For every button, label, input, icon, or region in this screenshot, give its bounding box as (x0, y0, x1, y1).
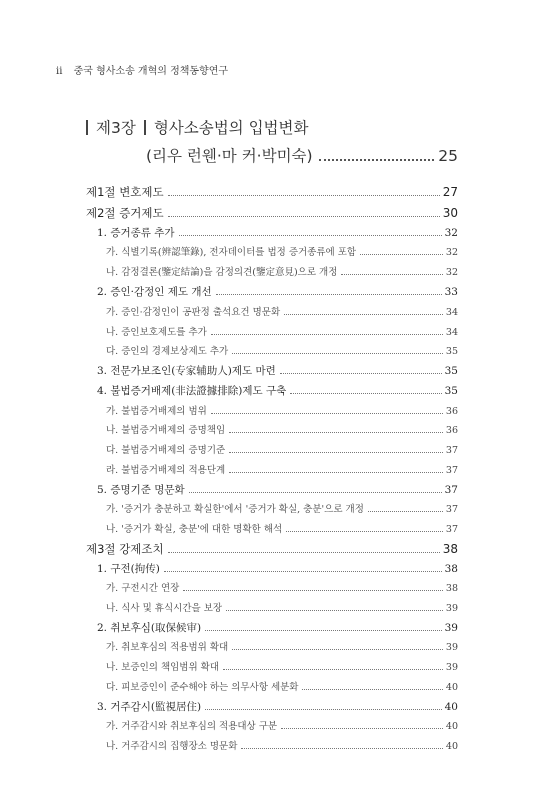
toc-entry-page: 33 (444, 286, 458, 298)
dot-leader (211, 413, 443, 414)
toc-entry-page: 32 (445, 267, 458, 278)
dot-leader (179, 235, 442, 236)
toc-entry-page: 39 (445, 662, 458, 673)
toc-entry-label: 가. 취보후심의 적용범위 확대 (106, 642, 229, 653)
toc-entry-label: 가. 식별기록(辨認筆錄), 전자데이터를 법정 증거종류에 포함 (106, 247, 357, 258)
toc-entry[interactable] (97, 225, 458, 240)
toc-entry-label: 1. 구전(拘传) (97, 563, 160, 575)
dot-leader (232, 649, 443, 650)
dot-leader (302, 689, 442, 690)
dot-leader (229, 432, 443, 433)
toc-entry-label: 가. 불법증거배제의 범위 (106, 406, 207, 417)
dot-leader (226, 610, 443, 611)
toc-entry-label: 다. 증인의 경제보상제도 추가 (106, 346, 229, 357)
toc-entry-page: 30 (442, 206, 458, 220)
toc-entry[interactable] (106, 659, 458, 673)
toc-entry-label: 가. 증인·감정인이 공판정 출석요건 명문화 (106, 307, 281, 318)
toc-entry-label: 나. 불법증거배제의 증명책임 (106, 425, 226, 436)
toc-entry[interactable] (97, 284, 458, 299)
toc-entry-page: 37 (445, 524, 458, 535)
toc-entry-page: 34 (445, 327, 458, 338)
toc-entry-label: 3. 거주감시(監視居住) (97, 701, 202, 713)
toc-entry[interactable] (97, 363, 458, 378)
toc-entry-page: 39 (445, 603, 458, 614)
toc-entry-label: 제1절 변호제도 (86, 185, 164, 199)
toc-entry[interactable] (97, 482, 458, 497)
chapter-authors-row[interactable] (146, 144, 458, 166)
toc-entry[interactable] (106, 738, 458, 752)
toc-entry-label: 제2절 증거제도 (86, 206, 164, 220)
toc-entry-label: 2. 취보후심(取保候审) (97, 622, 202, 634)
toc-entry[interactable] (106, 442, 458, 456)
dot-leader (223, 669, 443, 670)
chapter-title: 형사소송법의 입법변화 (153, 119, 309, 137)
toc-entry-label: 나. 식사 및 휴식시간을 보장 (106, 603, 223, 614)
toc-entry-page: 35 (444, 365, 458, 377)
dot-leader (368, 511, 443, 512)
dot-leader (286, 531, 443, 532)
toc-entry-page: 40 (444, 701, 458, 713)
toc-entry[interactable] (86, 184, 458, 200)
toc-entry-page: 36 (445, 425, 458, 436)
header-page-number: ii (56, 66, 63, 77)
dot-leader (232, 353, 443, 354)
dot-leader (284, 314, 443, 315)
toc-entry[interactable] (106, 718, 458, 732)
toc-entry-page: 32 (445, 247, 458, 258)
dot-leader (168, 216, 440, 217)
toc-entry-label: 나. 보증인의 책임범위 확대 (106, 662, 220, 673)
toc-entry-page: 37 (445, 465, 458, 476)
toc-entry[interactable] (106, 580, 458, 594)
toc-entry[interactable] (106, 639, 458, 653)
dot-leader (229, 452, 443, 453)
toc-entry[interactable] (106, 324, 458, 338)
dot-leader (183, 590, 443, 591)
toc-entry-page: 38 (442, 542, 458, 556)
toc-entry-label: 가. 거주감시와 취보후심의 적용대상 구분 (106, 721, 278, 732)
toc-entry-page: 40 (445, 721, 458, 732)
toc-entry[interactable] (106, 343, 458, 357)
toc-entry[interactable] (106, 304, 458, 318)
dot-leader (189, 492, 442, 493)
toc-entry[interactable] (97, 383, 458, 398)
toc-entry-page: 32 (444, 227, 458, 239)
dot-leader (168, 195, 440, 196)
dot-leader (341, 274, 443, 275)
toc-entry-page: 40 (445, 741, 458, 752)
dot-leader (319, 159, 435, 161)
chapter-authors: (리우 런웬·마 커·박미숙) (146, 147, 313, 165)
toc-entry-label: 나. 거주감시의 집행장소 명문화 (106, 741, 238, 752)
toc-entry-label: 가. 구전시간 연장 (106, 583, 180, 594)
chapter-number: 제3장 (96, 119, 136, 137)
toc-entry-label: 나. 감정결론(鑒定結論)을 감정의견(鑒定意見)으로 개정 (106, 267, 338, 278)
running-header (56, 62, 228, 77)
dot-leader (241, 748, 443, 749)
toc-entry-label: 다. 불법증거배제의 증명기준 (106, 445, 226, 456)
toc-entry[interactable] (97, 561, 458, 576)
toc-entry-label: 나. '증거가 확실, 충분'에 대한 명확한 해석 (106, 524, 283, 535)
toc-entry-page: 39 (444, 622, 458, 634)
toc-entry-label: 다. 피보증인이 준수해야 하는 의무사항 세분화 (106, 682, 299, 693)
toc-entry-page: 35 (445, 346, 458, 357)
dot-leader (216, 294, 442, 295)
toc-entry-label: 3. 전문가보조인(专家辅助人)제도 마련 (97, 365, 276, 377)
toc-entry-label: 제3절 강제조치 (86, 542, 164, 556)
dot-leader (205, 630, 442, 631)
toc-entry-label: 나. 증인보호제도를 추가 (106, 327, 207, 338)
toc-entry-label: 1. 증거종류 추가 (97, 227, 175, 239)
toc-entry[interactable] (86, 541, 458, 557)
toc-entry[interactable] (106, 501, 458, 515)
toc-entry[interactable] (106, 244, 458, 258)
dot-leader (281, 728, 443, 729)
toc-entry-page: 40 (445, 682, 458, 693)
dot-leader (280, 373, 442, 374)
toc-entry[interactable] (97, 620, 458, 635)
chapter-divider (144, 120, 146, 135)
header-book-title: 중국 형사소송 개혁의 정책동향연구 (73, 66, 229, 77)
toc-entry-page: 38 (445, 583, 458, 594)
toc-entry[interactable] (106, 679, 458, 693)
toc-entry-page: 38 (444, 563, 458, 575)
dot-leader (164, 571, 442, 572)
chapter-page: 25 (438, 147, 458, 165)
dot-leader (211, 334, 443, 335)
dot-leader (360, 254, 443, 255)
toc-entry-label: 5. 증명기준 명문화 (97, 484, 185, 496)
toc-entry[interactable] (106, 422, 458, 436)
toc-entry-label: 가. '증거가 충분하고 확실한'에서 '증거가 확실, 충분'으로 개정 (106, 504, 364, 515)
toc-entry[interactable] (106, 521, 458, 535)
toc-entry[interactable] (106, 462, 458, 476)
dot-leader (229, 472, 443, 473)
dot-leader (205, 709, 442, 710)
toc-entry-page: 36 (445, 406, 458, 417)
toc-entry-label: 2. 증인·감정인 제도 개선 (97, 286, 212, 298)
toc-entry[interactable] (106, 264, 458, 278)
toc-entry-page: 37 (445, 504, 458, 515)
toc-entry-page: 39 (445, 642, 458, 653)
toc-entry-page: 34 (445, 307, 458, 318)
toc-entry[interactable] (106, 600, 458, 614)
toc-entry[interactable] (106, 403, 458, 417)
toc-entry[interactable] (97, 699, 458, 714)
dot-leader (168, 552, 440, 553)
dot-leader (290, 393, 441, 394)
toc-entry-label: 라. 불법증거배제의 적용단계 (106, 465, 226, 476)
toc-entry-page: 35 (444, 385, 458, 397)
chapter-heading (86, 116, 308, 138)
toc-entry-label: 4. 불법증거배제(非法證據排除)제도 구축 (97, 385, 287, 397)
chapter-divider (86, 120, 88, 135)
toc-entry-page: 27 (442, 185, 458, 199)
toc-entry[interactable] (86, 205, 458, 221)
toc-entry-page: 37 (445, 445, 458, 456)
toc-entry-page: 37 (444, 484, 458, 496)
